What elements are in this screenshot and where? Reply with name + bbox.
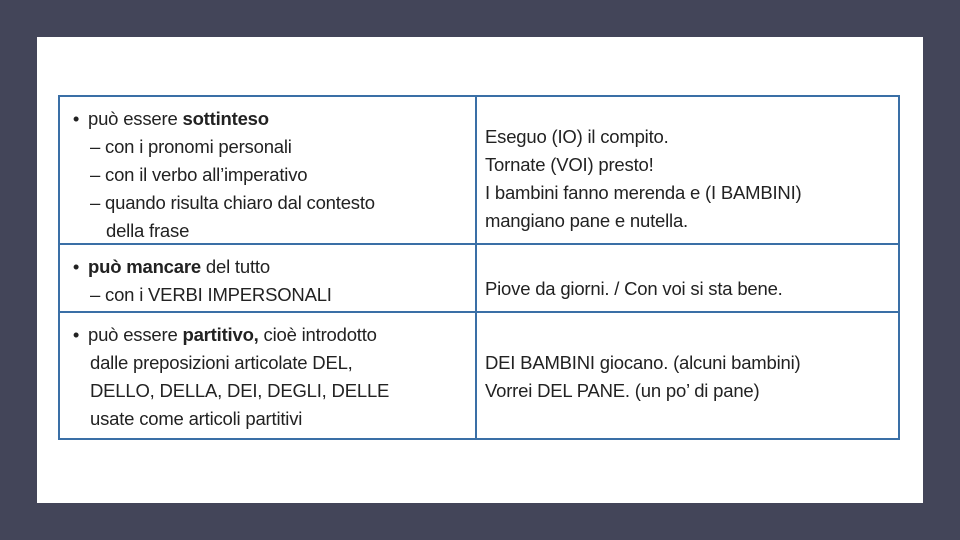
rule-cell-sottinteso [60, 97, 477, 245]
example-cell-sottinteso [477, 97, 898, 245]
bullet-icon: • [72, 324, 80, 345]
example-line: mangiano pane e nutella. [485, 210, 688, 231]
grammar-table [58, 95, 900, 440]
rule-cell-mancare [60, 245, 477, 313]
bullet-icon: • [72, 108, 80, 129]
example-line: Vorrei DEL PANE. (un po’ di pane) [485, 380, 760, 401]
example-line: DEI BAMBINI giocano. (alcuni bambini) [485, 352, 801, 373]
example-line: Tornate (VOI) presto! [485, 154, 654, 175]
rule-item: – con il verbo all’imperativo [90, 164, 308, 185]
rule-cell-partitivo [60, 313, 477, 438]
example-line: Eseguo (IO) il compito. [485, 126, 669, 147]
rule-text: dalle preposizioni articolate DEL, [90, 352, 353, 373]
rule-heading: • può essere partitivo, cioè introdotto [64, 321, 475, 349]
rule-text: usate come articoli partitivi [90, 408, 303, 429]
rule-item: – con i pronomi personali [90, 136, 292, 157]
example-line: I bambini fanno merenda e (I BAMBINI) [485, 182, 802, 203]
example-cell-mancare [477, 245, 898, 313]
rule-heading: • può essere sottinteso [64, 105, 475, 133]
rule-heading: • può mancare del tutto [64, 253, 475, 281]
slide [37, 37, 923, 503]
rule-text: DELLO, DELLA, DEI, DEGLI, DELLE [90, 380, 390, 401]
rule-keyword: può mancare [88, 256, 201, 277]
rule-keyword: sottinteso [182, 108, 269, 129]
example-line: Piove da giorni. / Con voi si sta bene. [485, 278, 783, 299]
example-cell-partitivo [477, 313, 898, 438]
rule-keyword: partitivo, [182, 324, 259, 345]
rule-item: – quando risulta chiaro dal contesto [90, 192, 375, 213]
bullet-icon: • [72, 256, 80, 277]
rule-item: – con i VERBI IMPERSONALI [90, 284, 332, 305]
rule-item-continuation: della frase [106, 220, 190, 241]
